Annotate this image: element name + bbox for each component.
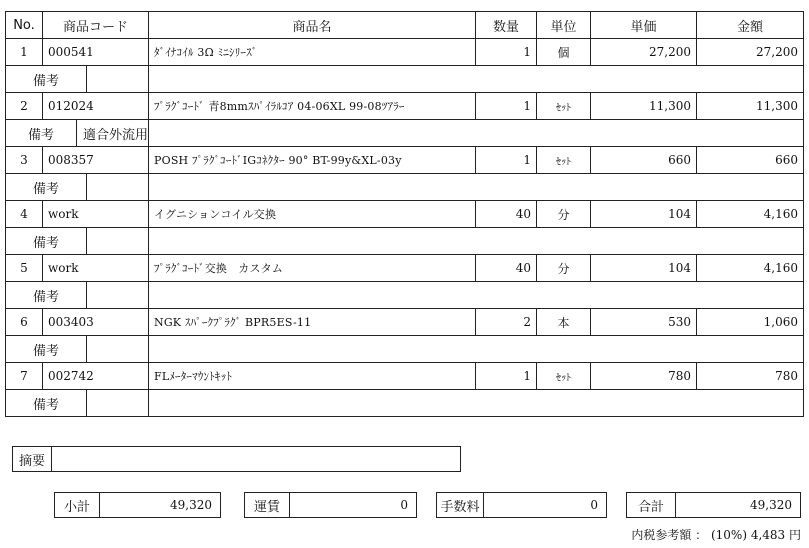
remark-value: [87, 390, 148, 416]
item-row: [6, 309, 804, 336]
remark-label: 備考: [6, 336, 87, 362]
remark-blank: [149, 120, 804, 147]
remark-value: [87, 336, 148, 362]
remark-row: [6, 174, 804, 201]
item-name: ﾀﾞｲﾅｺｲﾙ 3Ω ﾐﾆｼﾘｰｽﾞ: [149, 39, 476, 66]
subtotal-value: 49,320: [170, 498, 212, 512]
remark-value: [87, 66, 148, 92]
item-qty: 40: [476, 201, 537, 228]
remark-blank: [149, 66, 804, 93]
items-table: [5, 11, 804, 417]
remark-value: [87, 174, 148, 200]
remark-label: 備考: [6, 66, 87, 92]
item-row: [6, 147, 804, 174]
summary-box: [12, 446, 461, 472]
item-amount: 4,160: [697, 201, 804, 228]
remark-blank: [149, 174, 804, 201]
subtotal-label: 小計: [55, 493, 100, 517]
item-no: 4: [6, 201, 43, 228]
item-amount: 1,060: [697, 309, 804, 336]
total-box: [626, 492, 801, 518]
item-amount: 660: [697, 147, 804, 174]
item-code: 002742: [43, 363, 149, 390]
remark-blank: [149, 228, 804, 255]
col-header-name: 商品名: [149, 12, 476, 39]
item-code: 012024: [43, 93, 149, 120]
item-code: work: [43, 201, 149, 228]
remark-label: 備考: [6, 390, 87, 416]
item-amount: 27,200: [697, 39, 804, 66]
remark-label: 備考: [6, 120, 77, 146]
fee-value: 0: [590, 498, 598, 512]
item-price: 780: [591, 363, 697, 390]
item-code: work: [43, 255, 149, 282]
item-code: 008357: [43, 147, 149, 174]
item-unit: 個: [537, 39, 591, 66]
item-unit: 分: [537, 201, 591, 228]
item-amount: 4,160: [697, 255, 804, 282]
item-qty: 1: [476, 147, 537, 174]
remark-blank: [149, 336, 804, 363]
remark-row: [6, 228, 804, 255]
shipping-label: 運賃: [245, 493, 290, 517]
summary-value: [52, 447, 460, 471]
shipping-box: [244, 492, 417, 518]
remark-value: 適合外流用: [82, 127, 148, 143]
item-name: NGK ｽﾊﾟｰｸﾌﾟﾗｸﾞ BPR5ES-11: [149, 309, 476, 336]
remark-row: [6, 120, 804, 147]
item-price: 11,300: [591, 93, 697, 120]
remark-row: [6, 66, 804, 93]
item-name: ﾌﾟﾗｸﾞｺｰﾄﾞ 青8mmｽﾊﾟｲﾗﾙｺｱ 04-06XL 99-08ﾂｱﾗｰ: [149, 93, 476, 120]
remark-row: [6, 336, 804, 363]
item-qty: 1: [476, 363, 537, 390]
item-code: 003403: [43, 309, 149, 336]
item-unit: ｾｯﾄ: [537, 363, 591, 390]
item-name: ﾌﾟﾗｸﾞｺｰﾄﾞ交換 カスタム: [149, 255, 476, 282]
item-name: POSH ﾌﾟﾗｸﾞｺｰﾄﾞIGｺﾈｸﾀｰ 90° BT-99y&XL-03y: [149, 147, 476, 174]
item-unit: ｾｯﾄ: [537, 147, 591, 174]
item-price: 104: [591, 201, 697, 228]
item-price: 104: [591, 255, 697, 282]
tax-note: 内税参考額 ： (10%) 4,483 円: [631, 528, 801, 542]
item-unit: ｾｯﾄ: [537, 93, 591, 120]
item-no: 3: [6, 147, 43, 174]
item-no: 6: [6, 309, 43, 336]
item-row: [6, 39, 804, 66]
col-header-amount: 金額: [697, 12, 804, 39]
item-price: 27,200: [591, 39, 697, 66]
remark-row: [6, 282, 804, 309]
col-header-price: 単価: [591, 12, 697, 39]
fee-label: 手数料: [437, 493, 484, 517]
remark-label: 備考: [6, 174, 87, 200]
remark-label: 備考: [6, 228, 87, 254]
item-price: 530: [591, 309, 697, 336]
col-header-no: No.: [6, 12, 43, 39]
header-row: [6, 12, 804, 39]
item-unit: 本: [537, 309, 591, 336]
subtotal-box: [54, 492, 221, 518]
item-qty: 1: [476, 39, 537, 66]
remark-blank: [149, 282, 804, 309]
summary-label: 摘要: [13, 447, 52, 471]
col-header-unit: 単位: [537, 12, 591, 39]
total-label: 合計: [627, 493, 676, 517]
remark-value: [87, 282, 148, 308]
item-name: FLﾒｰﾀｰﾏｳﾝﾄｷｯﾄ: [149, 363, 476, 390]
col-header-code: 商品コード: [43, 12, 149, 39]
item-qty: 2: [476, 309, 537, 336]
item-name: イグニションコイル交換: [149, 201, 476, 228]
total-value: 49,320: [750, 498, 792, 512]
item-code: 000541: [43, 39, 149, 66]
item-row: [6, 255, 804, 282]
shipping-value: 0: [400, 498, 408, 512]
item-price: 660: [591, 147, 697, 174]
col-header-qty: 数量: [476, 12, 537, 39]
item-no: 7: [6, 363, 43, 390]
item-qty: 40: [476, 255, 537, 282]
item-no: 1: [6, 39, 43, 66]
item-no: 2: [6, 93, 43, 120]
item-unit: 分: [537, 255, 591, 282]
item-qty: 1: [476, 93, 537, 120]
remark-label: 備考: [6, 282, 87, 308]
item-no: 5: [6, 255, 43, 282]
fee-box: [436, 492, 607, 518]
remark-blank: [149, 390, 804, 417]
item-row: [6, 93, 804, 120]
item-row: [6, 201, 804, 228]
remark-row: [6, 390, 804, 417]
item-amount: 780: [697, 363, 804, 390]
remark-value: [87, 228, 148, 254]
item-amount: 11,300: [697, 93, 804, 120]
item-row: [6, 363, 804, 390]
